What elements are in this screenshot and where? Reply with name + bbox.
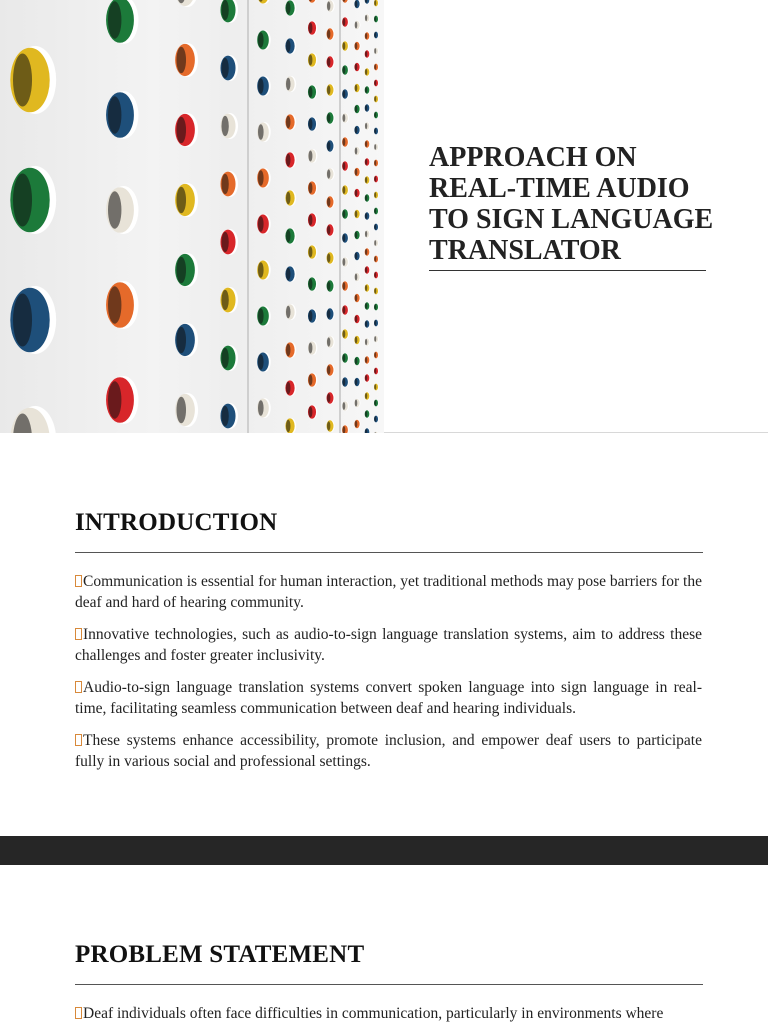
wall-hole [342,257,349,267]
wall-hole [327,28,335,40]
bullet-marker-icon [75,575,82,587]
wall-hole [365,176,370,184]
wall-hole [365,284,370,292]
bullet-text: Audio-to-sign language translation systems convert spoken language into sign language in real-time, facilitating seamless communication between deaf and hearing individuals. [75,679,702,717]
wall-hole [308,245,317,259]
bullet-text: Innovative technologies, such as audio-to-sign language translation systems, aim to address these challenges and foster greater inclusivity. [75,626,702,664]
title-line: TO SIGN LANGUAGE [429,204,714,235]
wall-hole [365,104,370,112]
wall-hole [354,147,360,156]
wall-hole [342,0,349,3]
wall-hole [374,304,379,311]
wall-hole [365,230,370,238]
wall-hole [220,345,238,371]
wall-hole [285,380,296,396]
wall-hole [308,277,317,291]
wall-hole [308,85,317,99]
wall-hole [285,76,296,92]
title-underline [429,270,706,271]
wall-hole [374,336,379,343]
wall-hole [374,256,379,263]
wall-hole [354,294,360,303]
wall-hole [327,336,335,348]
wall-hole [354,252,360,261]
wall-hole [220,287,238,313]
bullet-text: Communication is essential for human interaction, yet traditional methods may pose barriers for the deaf and hard of hearing community. [75,573,702,611]
wall-hole [10,46,56,114]
wall-hole [354,189,360,198]
bullet-list [75,1003,702,1024]
wall-hole [374,32,379,39]
wall-hole [308,53,317,67]
list-item [75,624,702,666]
heading-underline [75,984,703,985]
wall-hole [327,364,335,376]
wall-hole [374,288,379,295]
wall-hole [354,399,360,408]
wall-hole [374,112,379,119]
wall-hole [365,0,370,4]
perforated-wall-photo [0,0,384,433]
wall-hole [365,122,370,130]
presentation-title [429,142,729,266]
wall-hole [365,266,370,274]
wall-hole [365,410,370,418]
wall-hole [106,186,138,234]
wall-hole [365,212,370,220]
problem-statement-slide [0,865,768,1024]
slide-separator-band [0,836,768,865]
wall-hole [374,224,379,231]
wall-hole [374,128,379,135]
wall-hole [342,41,349,51]
wall-hole [342,425,349,433]
wall-hole [106,0,138,44]
wall-hole [257,398,270,418]
wall-hole [220,113,238,139]
wall-hole [308,373,317,387]
wall-hole [374,176,379,183]
bullet-marker-icon [75,628,82,640]
wall-hole [374,64,379,71]
wall-hole [365,140,370,148]
wall-hole [220,403,238,429]
wall-hole [342,305,349,315]
wall-hole [365,392,370,400]
wall-hole [327,392,335,404]
wall-hole [374,0,379,7]
wall-hole [374,240,379,247]
wall-hole [354,315,360,324]
wall-hole [374,208,379,215]
list-item [75,730,702,772]
wall-hole [257,168,270,188]
wall-hole [342,353,349,363]
wall-hole [257,122,270,142]
wall-hole [327,420,335,432]
wall-hole [220,0,238,23]
wall-hole [374,416,379,423]
wall-hole [365,68,370,76]
introduction-slide [0,433,768,836]
wall-hole [365,374,370,382]
wall-hole [342,65,349,75]
wall-hole [175,43,198,77]
wall-hole [175,0,198,7]
wall-hole [354,210,360,219]
wall-hole [327,56,335,68]
wall-hole [354,168,360,177]
wall-hole [342,17,349,27]
list-item [75,677,702,719]
wall-hole [374,384,379,391]
wall-hole [342,281,349,291]
wall-hole [374,192,379,199]
wall-hole [308,213,317,227]
wall-hole [365,194,370,202]
wall-hole [257,0,270,4]
wall-hole [308,405,317,419]
wall-hole [285,114,296,130]
wall-hole [220,229,238,255]
title-line: REAL-TIME AUDIO [429,173,690,204]
wall-hole [342,185,349,195]
wall-hole [354,21,360,30]
wall-hole [308,21,317,35]
wall-hole [285,152,296,168]
wall-hole [374,80,379,87]
wall-hole [285,228,296,244]
wall-hole [308,0,317,3]
wall-hole [374,16,379,23]
wall-hole [327,308,335,320]
wall-hole [342,377,349,387]
wall-hole [365,338,370,346]
wall-hole [374,96,379,103]
wall-hole [327,196,335,208]
wall-hole [257,30,270,50]
wall-hole [257,352,270,372]
wall-hole [327,84,335,96]
wall-hole [106,91,138,139]
colored-holes-pattern [0,0,384,433]
wall-hole [308,149,317,163]
wall-hole [10,406,56,433]
wall-hole [175,183,198,217]
wall-hole [342,137,349,147]
wall-hole [308,341,317,355]
wall-hole [285,266,296,282]
wall-hole [106,281,138,329]
wall-hole [365,86,370,94]
title-line: TRANSLATOR [429,235,621,266]
wall-hole [285,38,296,54]
wall-hole [257,76,270,96]
wall-hole [175,393,198,427]
wall-hole [354,273,360,282]
wall-hole [257,214,270,234]
wall-hole [354,357,360,366]
wall-hole [365,32,370,40]
wall-hole [354,0,360,9]
wall-hole [308,117,317,131]
wall-hole [10,286,56,354]
wall-hole [327,112,335,124]
bullet-list [75,571,702,783]
bullet-marker-icon [75,1007,82,1019]
wall-hole [374,368,379,375]
wall-hole [327,252,335,264]
wall-hole [175,323,198,357]
wall-hole [175,253,198,287]
wall-hole [106,376,138,424]
wall-hole [327,168,335,180]
wall-hole [374,160,379,167]
section-heading: INTRODUCTION [75,509,278,536]
wall-hole [354,231,360,240]
wall-hole [342,233,349,243]
heading-underline [75,552,703,553]
wall-hole [374,144,379,151]
wall-hole [285,342,296,358]
wall-hole [220,55,238,81]
wall-hole [354,126,360,135]
wall-hole [257,260,270,280]
wall-hole [354,336,360,345]
wall-hole [354,84,360,93]
wall-hole [365,14,370,22]
wall-hole [175,113,198,147]
wall-hole [354,42,360,51]
wall-hole [220,171,238,197]
title-slide [0,0,768,433]
wall-hole [342,209,349,219]
wall-hole [342,113,349,123]
wall-hole [285,190,296,206]
wall-hole [365,302,370,310]
wall-hole [374,320,379,327]
wall-hole [257,306,270,326]
wall-hole [327,224,335,236]
wall-hole [10,166,56,234]
wall-hole [285,0,296,16]
bullet-text: These systems enhance accessibility, promote inclusion, and empower deaf users to participate fully in various social and professional settings. [75,732,702,770]
wall-hole [374,352,379,359]
wall-hole [308,181,317,195]
list-item [75,1003,702,1024]
wall-hole [365,158,370,166]
wall-hole [354,105,360,114]
wall-hole [342,161,349,171]
wall-hole [327,280,335,292]
wall-hole [327,140,335,152]
list-item [75,571,702,613]
section-heading: PROBLEM STATEMENT [75,941,365,968]
wall-hole [365,320,370,328]
bullet-marker-icon [75,734,82,746]
wall-hole [365,50,370,58]
wall-hole [285,304,296,320]
wall-hole [365,248,370,256]
wall-hole [374,272,379,279]
wall-hole [374,400,379,407]
bullet-marker-icon [75,681,82,693]
wall-hole [365,356,370,364]
bullet-text: Deaf individuals often face difficulties in communication, particularly in environments where [83,1005,664,1022]
wall-hole [327,0,335,12]
wall-hole [342,329,349,339]
wall-hole [308,309,317,323]
wall-hole [342,401,349,411]
wall-hole [354,63,360,72]
wall-hole [342,89,349,99]
wall-hole [374,48,379,55]
wall-hole [285,418,296,433]
title-line: APPROACH ON [429,142,637,173]
wall-hole [354,378,360,387]
wall-hole [354,420,360,429]
